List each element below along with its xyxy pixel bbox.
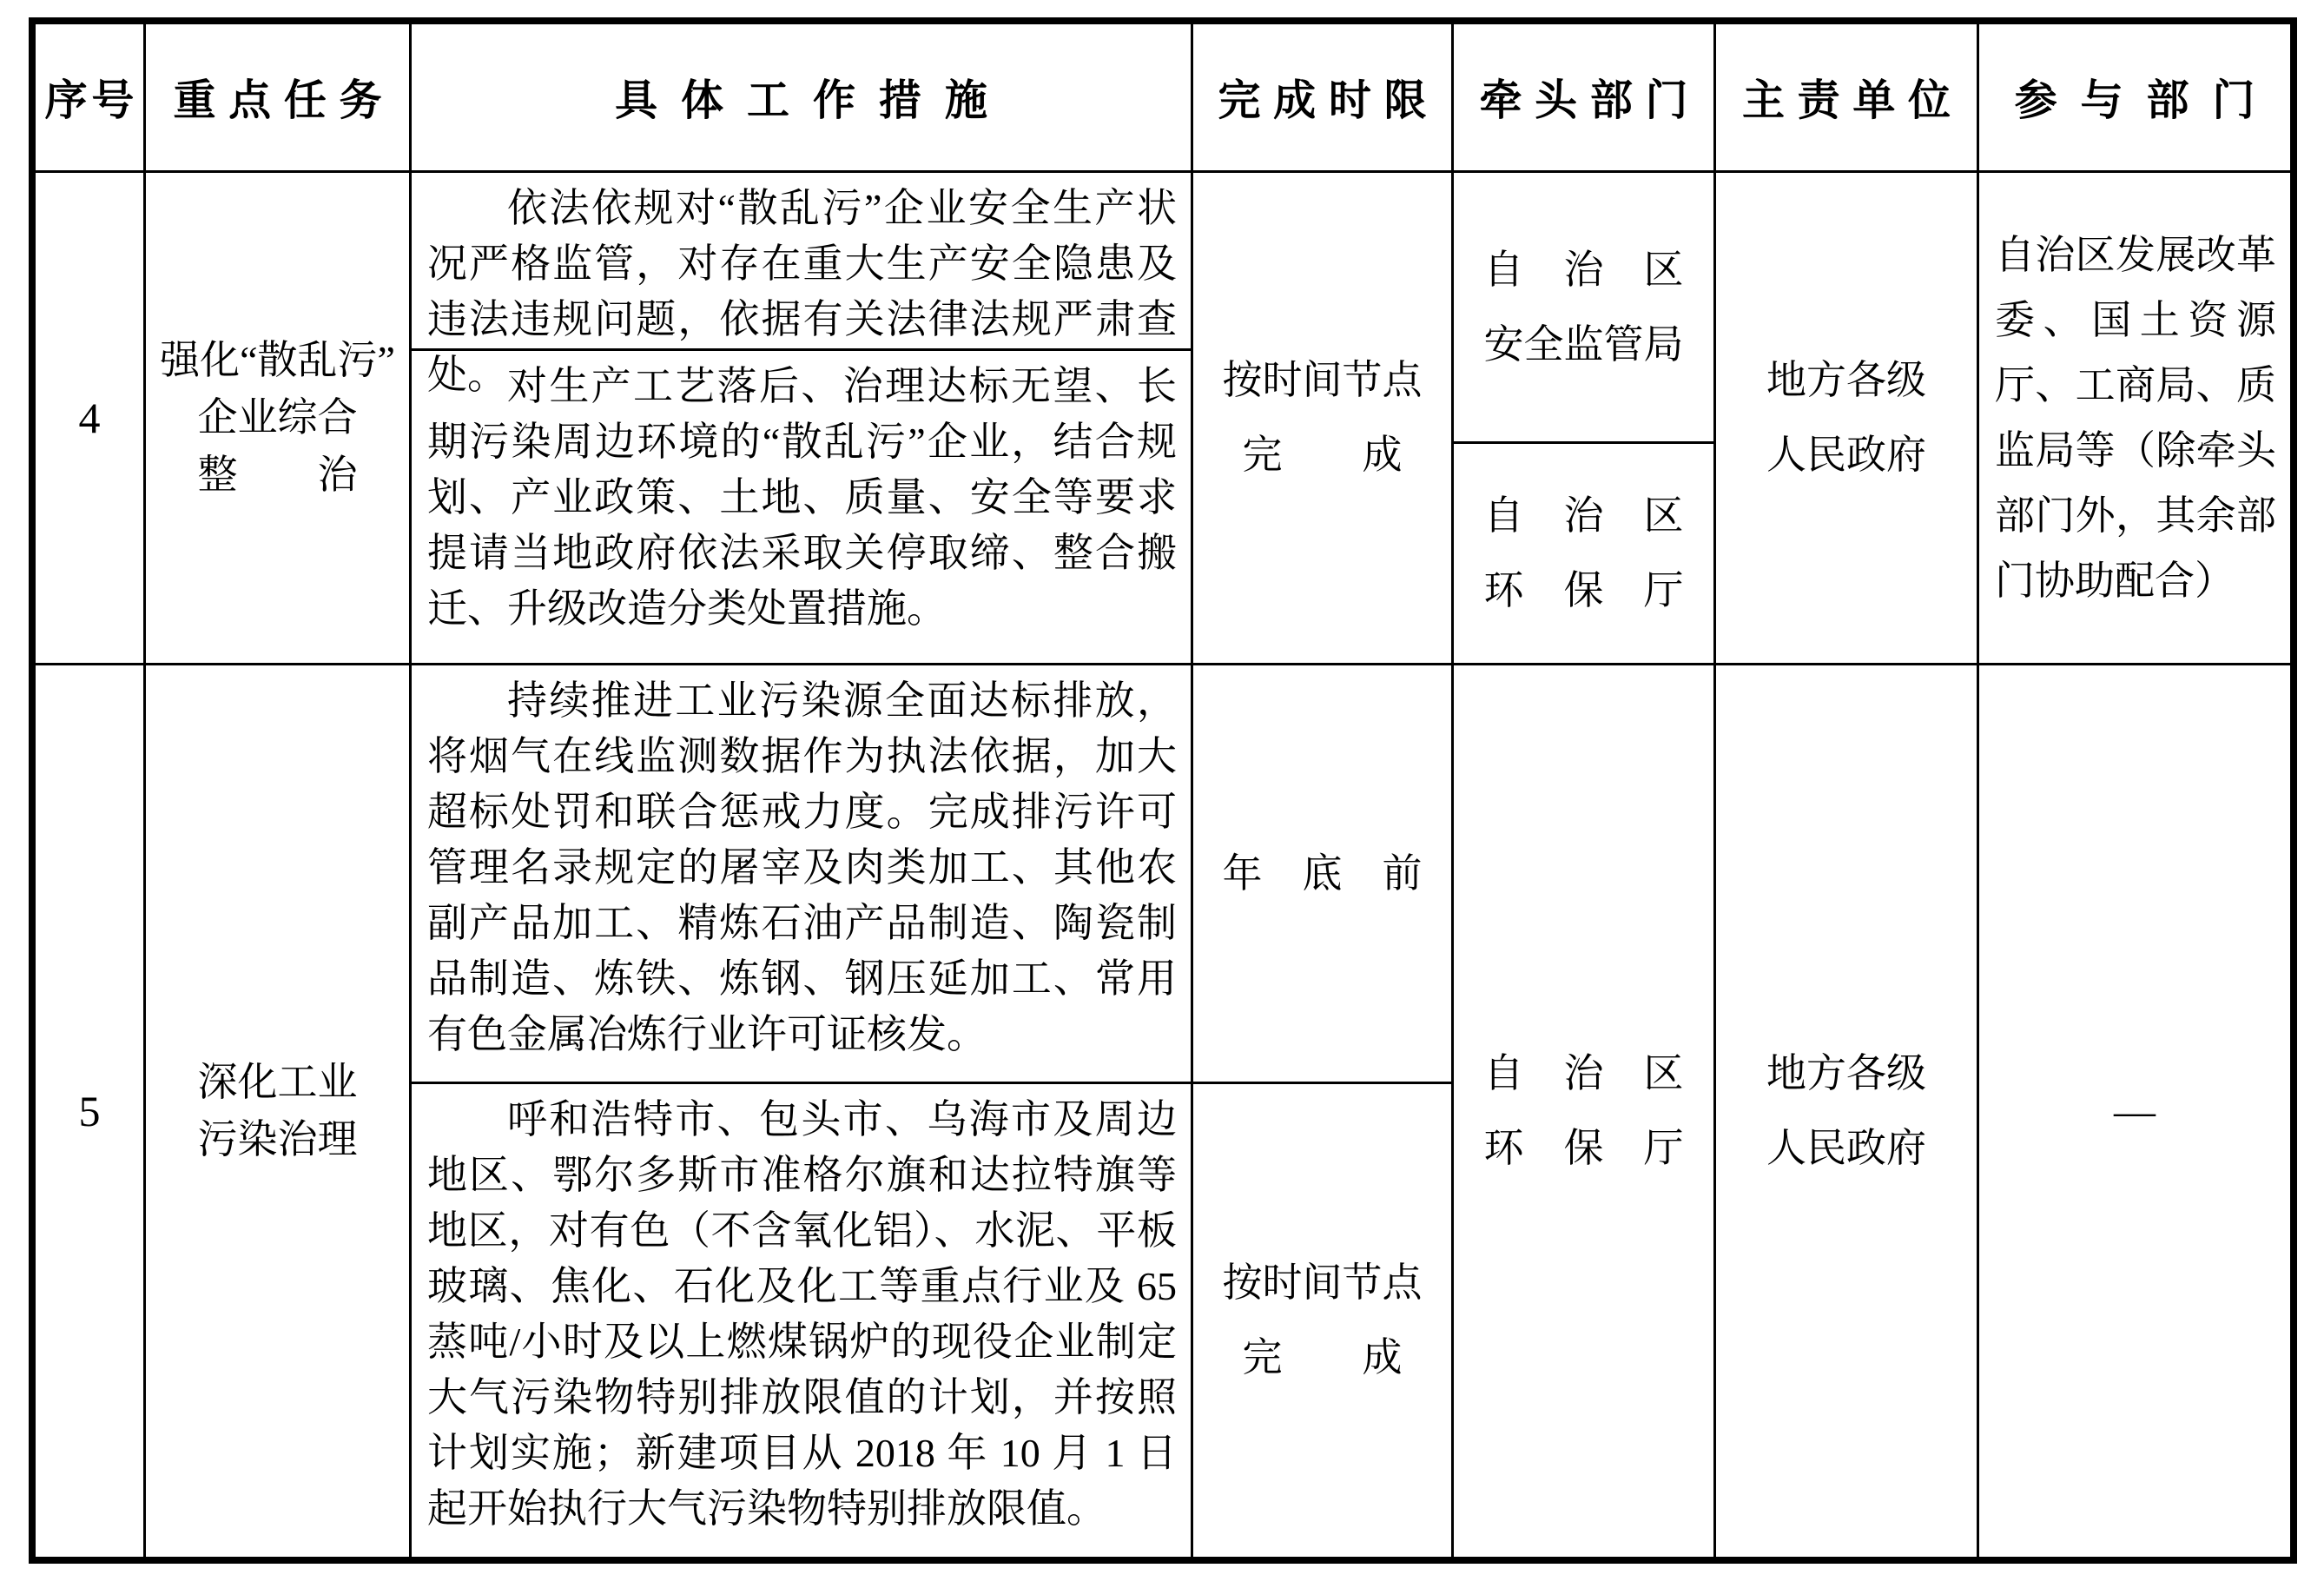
row4-task-line: 整 治 bbox=[197, 453, 358, 497]
row5-lead-line: 自 治 区 bbox=[1483, 1051, 1684, 1095]
row4-responsible-unit bbox=[1713, 170, 1977, 663]
row5-deadline bbox=[1191, 663, 1451, 1557]
row4-lead-bottom-line: 环 保 厅 bbox=[1483, 568, 1684, 612]
row4-measure-2: 对生产工艺落后、治理达标无望、长期污染周边环境的“散乱污”企业，结合规划、产业政策、土地、质量、安全等要求提请当地政府依法采取关停取缔、整合搬迁、升级改造分类处置措施。 bbox=[427, 364, 1177, 631]
row5-deadline-2-line: 按时间节点 bbox=[1222, 1260, 1423, 1305]
row5-deadline-2-line: 完 成 bbox=[1242, 1335, 1403, 1380]
row4-lead-department-bottom bbox=[1454, 444, 1713, 663]
row4-measure-1: 依法依规对“散乱污”企业安全生产状况严格监管，对存在重大生产安全隐患及违法违规问题，依据有关法律法规严肃查处。 bbox=[412, 173, 1191, 351]
col-header-task: 重点任务 bbox=[143, 24, 409, 170]
row4-deadline bbox=[1191, 170, 1451, 663]
row5-lead-department bbox=[1451, 663, 1713, 1557]
row5-responsible-line: 人民政府 bbox=[1766, 1126, 1926, 1170]
col-header-responsible-unit: 主责单位 bbox=[1713, 24, 1977, 170]
col-header-measures: 具体工作措施 bbox=[409, 24, 1191, 170]
row5-participants-dash: — bbox=[2114, 1088, 2156, 1135]
row4-lead-top-line: 自 治 区 bbox=[1483, 247, 1684, 292]
row4-deadline-line: 完 成 bbox=[1242, 433, 1403, 477]
col-header-seq: 序号 bbox=[44, 77, 139, 124]
row4-lead-bottom-line: 自 治 区 bbox=[1483, 493, 1684, 538]
row4-deadline-line: 按时间节点 bbox=[1222, 358, 1423, 402]
row4-task-line: 企业综合 bbox=[197, 395, 358, 440]
row4-seq: 4 bbox=[36, 170, 143, 663]
row5-task-line: 污染治理 bbox=[197, 1117, 358, 1161]
row5-participants bbox=[1977, 663, 2290, 1557]
row4-lead-department bbox=[1451, 170, 1713, 663]
row4-task bbox=[143, 170, 409, 663]
row4-task-line: 强化“散乱污” bbox=[160, 338, 395, 382]
row5-task bbox=[143, 663, 409, 1557]
col-header-deadline: 完成时限 bbox=[1191, 24, 1451, 170]
row4-participants bbox=[1977, 170, 2290, 663]
row5-responsible-unit bbox=[1713, 663, 1977, 1557]
row4-lead-department-top bbox=[1454, 173, 1713, 444]
row5-deadline-bottom bbox=[1193, 1084, 1451, 1557]
row5-deadline-1: 年 底 前 bbox=[1222, 850, 1423, 896]
row5-task-line: 深化工业 bbox=[197, 1060, 358, 1104]
col-header-participants: 参与部门 bbox=[1977, 24, 2290, 170]
row4-responsible-line: 人民政府 bbox=[1766, 433, 1926, 477]
row4-measures bbox=[409, 170, 1191, 663]
row4-responsible-line: 地方各级 bbox=[1766, 358, 1926, 402]
row4-lead-top-line: 安全监管局 bbox=[1483, 321, 1684, 367]
col-header-lead-department: 牵头部门 bbox=[1451, 24, 1713, 170]
row5-responsible-line: 地方各级 bbox=[1766, 1051, 1926, 1095]
row5-measure-2: 呼和浩特市、包头市、乌海市及周边地区、鄂尔多斯市准格尔旗和达拉特旗等地区，对有色（不含氧化铝）、水泥、平板玻璃、焦化、石化及化工等重点行业及 65 蒸吨/小时及以上燃煤锅炉的现役企业制定大气污染物特别排放限值的计划，并按照计划实施；新建项目从 2018 年 10 月 1 日起开始执行大气污染物特别排放限值。 bbox=[427, 1097, 1177, 1531]
row5-seq: 5 bbox=[36, 663, 143, 1557]
row5-deadline-top bbox=[1193, 665, 1451, 1084]
row5-measure-1: 持续推进工业污染源全面达标排放，将烟气在线监测数据作为执法依据，加大超标处罚和联合惩戒力度。完成排污许可管理名录规定的屠宰及肉类加工、其他农副产品加工、精炼石油产品制造、陶瓷制品制造、炼铁、炼钢、钢压延加工、常用有色金属冶炼行业许可证核发。 bbox=[412, 665, 1191, 1084]
row4-participants-text: 自治区发展改革委、国土资源厅、工商局、质监局等（除牵头部门外，其余部门协助配合） bbox=[1995, 233, 2276, 603]
row5-lead-line: 环 保 厅 bbox=[1483, 1126, 1684, 1170]
row5-measures bbox=[409, 663, 1191, 1557]
task-assignment-table bbox=[29, 17, 2297, 1564]
